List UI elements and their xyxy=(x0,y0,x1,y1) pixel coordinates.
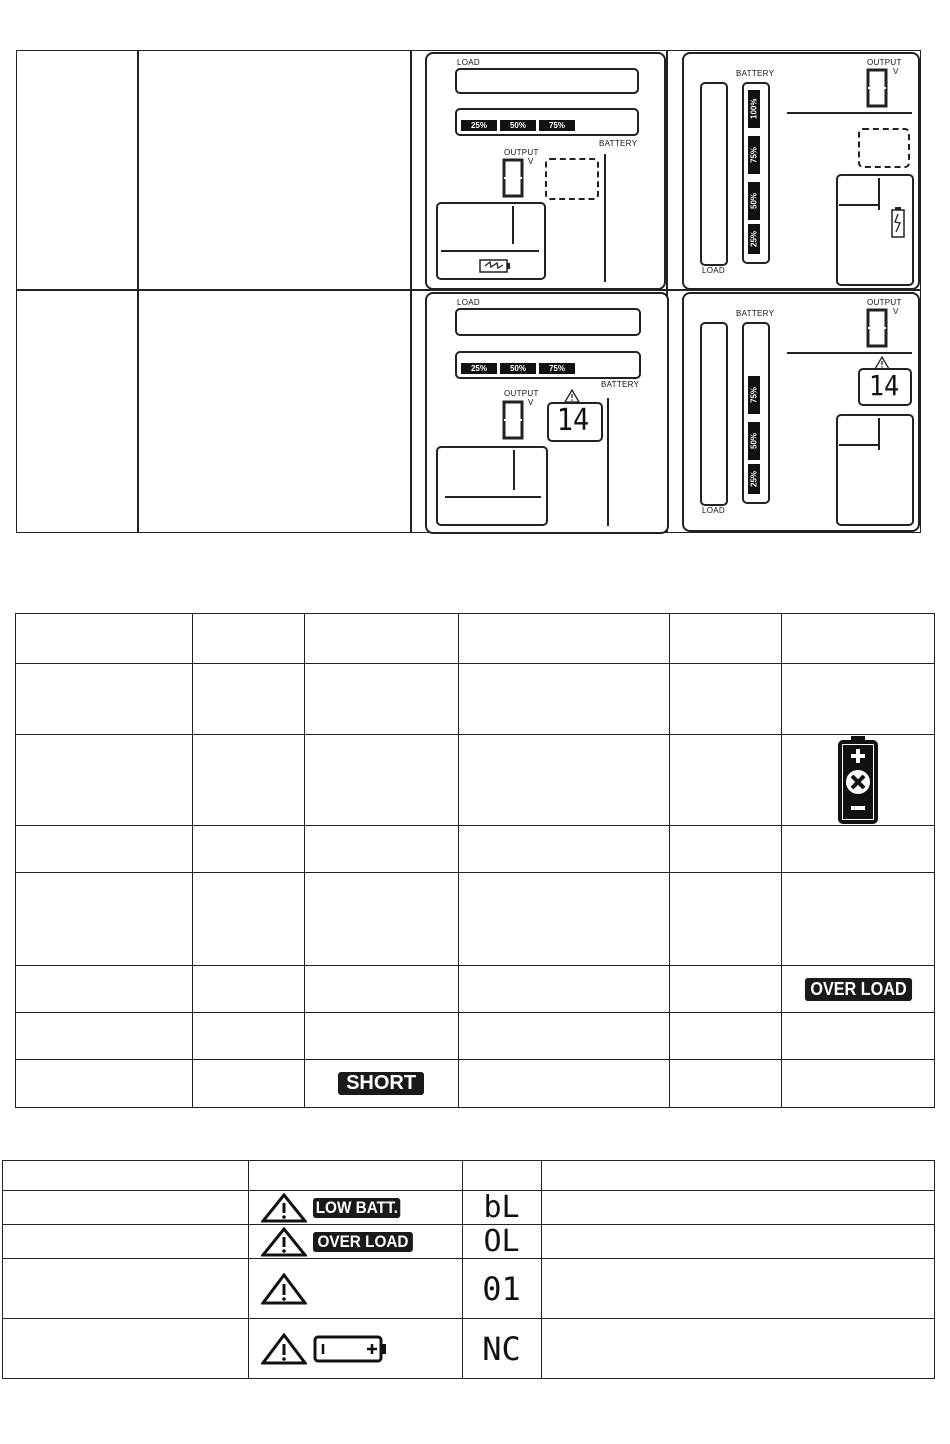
volt-label: V xyxy=(893,307,899,316)
battery-charge-icon xyxy=(479,259,511,273)
battery-seg-75: 75% xyxy=(748,136,760,174)
output-digit-0 xyxy=(500,400,526,440)
battery-seg-50: 50% xyxy=(500,120,536,131)
fault-table xyxy=(15,613,935,1108)
load-bar xyxy=(700,322,728,506)
battery-seg-75: 75% xyxy=(539,363,575,374)
output-label: OUTPUT xyxy=(504,148,539,157)
warning-code-bl: bL xyxy=(483,1189,520,1225)
warning-code-01: 01 xyxy=(482,1269,521,1308)
load-label: LOAD xyxy=(457,298,480,307)
battery-label: BATTERY xyxy=(601,380,640,389)
battery-seg-75: 75% xyxy=(748,376,760,414)
battery-seg-100: 100% xyxy=(748,90,760,128)
output-label: OUTPUT xyxy=(867,298,902,307)
battery-charge-icon xyxy=(891,206,905,238)
battery-fault-icon xyxy=(837,735,879,825)
load-label: LOAD xyxy=(457,58,480,67)
low-batt-badge: LOW BATT. xyxy=(313,1198,401,1218)
mode-box xyxy=(836,414,914,526)
lcd-horizontal-row1 xyxy=(425,52,666,290)
load-label: LOAD xyxy=(702,266,725,275)
output-label: OUTPUT xyxy=(867,58,902,67)
battery-label: BATTERY xyxy=(736,309,775,318)
overload-badge: OVER LOAD xyxy=(804,978,911,1001)
load-bar xyxy=(455,68,639,94)
warning-icon xyxy=(564,389,580,403)
load-bar xyxy=(455,308,641,336)
output-digit-0 xyxy=(864,68,890,108)
fault-code: 14 xyxy=(556,402,590,438)
short-badge: SHORT xyxy=(338,1072,424,1095)
overload-badge: OVER LOAD xyxy=(313,1232,413,1252)
volt-label: V xyxy=(893,67,899,76)
output-digit-0 xyxy=(500,158,526,198)
load-bar xyxy=(700,82,728,266)
fault-display xyxy=(858,128,910,168)
output-label: OUTPUT xyxy=(504,389,539,398)
volt-label: V xyxy=(528,157,534,166)
warning-icon xyxy=(261,1273,307,1305)
battery-seg-25: 25% xyxy=(748,464,760,494)
lcd-horizontal-row2 xyxy=(425,292,669,534)
warning-code-nc: NC xyxy=(482,1329,521,1368)
warning-icon xyxy=(261,1193,307,1223)
battery-seg-75: 75% xyxy=(539,120,575,131)
battery-icon xyxy=(313,1334,389,1364)
battery-seg-50: 50% xyxy=(748,422,760,460)
warning-code-ol: OL xyxy=(483,1223,520,1259)
load-label: LOAD xyxy=(702,506,725,515)
battery-seg-25: 25% xyxy=(461,120,497,131)
volt-label: V xyxy=(528,398,534,407)
warning-icon xyxy=(261,1333,307,1365)
warning-table xyxy=(2,1160,935,1379)
warning-icon xyxy=(261,1227,307,1257)
battery-seg-25: 25% xyxy=(461,363,497,374)
fault-display xyxy=(545,158,599,200)
lcd-vertical-row1 xyxy=(682,52,920,290)
battery-seg-50: 50% xyxy=(500,363,536,374)
battery-label: BATTERY xyxy=(736,69,775,78)
battery-seg-25: 25% xyxy=(748,224,760,254)
output-digit-0 xyxy=(864,308,890,348)
battery-label: BATTERY xyxy=(599,139,638,148)
battery-seg-50: 50% xyxy=(748,182,760,220)
fault-code: 14 xyxy=(868,368,900,402)
lcd-vertical-row2 xyxy=(682,292,920,532)
mode-box xyxy=(436,446,548,526)
